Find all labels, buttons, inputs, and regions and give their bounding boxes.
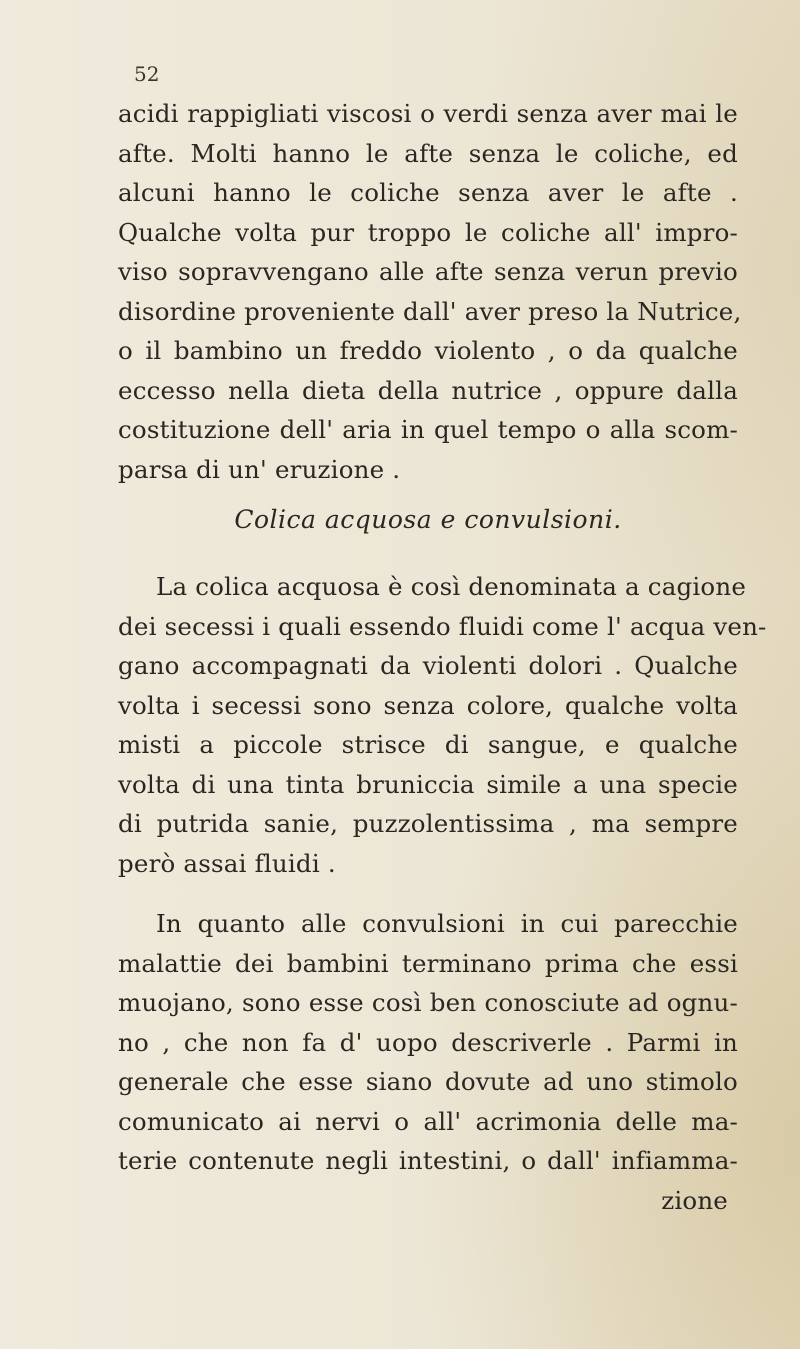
text-line: misti a piccole strisce di sangue, e qualche xyxy=(118,730,738,759)
text-line: volta di una tinta bruniccia simile a una specie xyxy=(118,769,738,799)
text-line: volta i secessi sono senza colore, qualche volta xyxy=(118,690,738,720)
text-line: Qualche volta pur troppo le coliche all' impro- xyxy=(118,217,738,247)
text-line: La colica acquosa è così denominata a cagione xyxy=(156,572,747,601)
text-line: eccesso nella dieta della nutrice , oppure dalla xyxy=(118,375,738,405)
text-line: malattie dei bambini terminano prima che essi xyxy=(118,948,738,978)
text-line: o il bambino un freddo violento , o da qualche xyxy=(118,336,738,365)
text-line: parsa di un' eruzione . xyxy=(118,454,401,484)
text-line: acidi rappigliati viscosi o verdi senza aver mai le xyxy=(118,99,738,128)
text-line: comunicato ai nervi o all' acrimonia delle ma- xyxy=(118,1106,738,1136)
text-line: alcuni hanno le coliche senza aver le afte . xyxy=(118,178,738,207)
text-line: muojano, sono esse così ben conosciute ad ognu- xyxy=(118,988,738,1017)
text-line: gano accompagnati da violenti dolori . Qualche xyxy=(118,651,738,680)
text-line: di putrida sanie, puzzolentissima , ma sempre xyxy=(118,809,738,838)
text-line: no , che non fa d' uopo descriverle . Parmi in xyxy=(118,1027,738,1057)
paragraph-1 xyxy=(118,94,742,489)
text-line: dei secessi i quali essendo fluidi come l' acqua ven- xyxy=(118,611,767,641)
text-line: viso sopravvengano alle afte senza verun previo xyxy=(118,257,738,286)
text-line: In quanto alle convulsioni in cui parecchie xyxy=(156,909,738,938)
paragraph-2 xyxy=(118,567,767,883)
catchword: zione xyxy=(661,1185,728,1215)
text-line: afte. Molti hanno le afte senza le coliche, ed xyxy=(118,138,738,168)
paragraph-3 xyxy=(118,904,738,1220)
text-line: generale che esse siano dovute ad uno stimolo xyxy=(118,1067,738,1096)
text-line: però assai fluidi . xyxy=(118,848,336,878)
page-number: 52 xyxy=(134,62,160,86)
text-line: disordine proveniente dall' aver preso la Nutrice, xyxy=(118,296,742,326)
section-title: Colica acquosa e convulsioni. xyxy=(234,505,622,534)
text-line: terie contenute negli intestini, o dall' infiamma- xyxy=(118,1146,738,1175)
text-line: costituzione dell' aria in quel tempo o alla scom- xyxy=(118,415,738,444)
